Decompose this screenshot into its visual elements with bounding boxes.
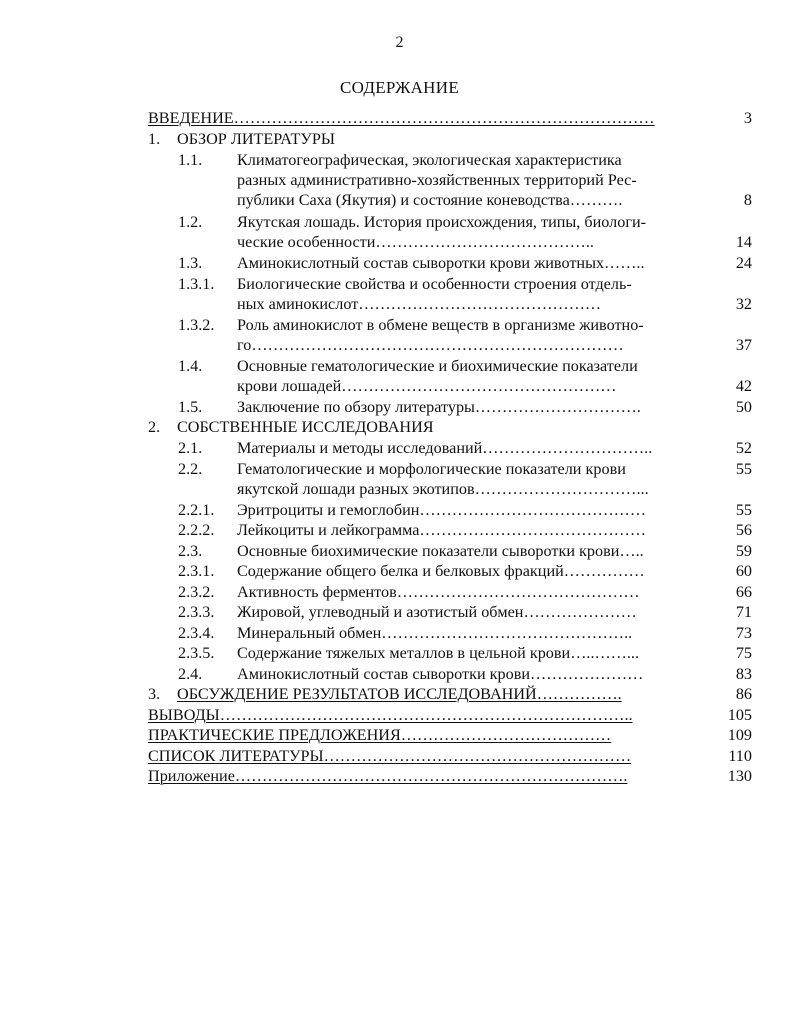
toc-page-2-3-4: 73: [735, 624, 752, 642]
toc-number-2-2-2: 2.2.2.: [178, 521, 215, 539]
toc-number-2-3-2: 2.3.2.: [178, 583, 215, 601]
toc-page-1-3: 24: [735, 254, 752, 272]
toc-entry-1: ОБЗОР ЛИТЕРАТУРЫ: [177, 130, 335, 148]
toc-entry-3: ОБСУЖДЕНИЕ РЕЗУЛЬТАТОВ ИССЛЕДОВАНИЙ…………….: [177, 685, 622, 703]
toc-number-1-4: 1.4.: [178, 357, 203, 375]
toc-number-1-3-2: 1.3.2.: [178, 316, 215, 334]
toc-number-1-3: 1.3.: [178, 254, 203, 272]
toc-number-2: 2.: [148, 418, 161, 436]
toc-page-1-3-1: 32: [735, 295, 752, 313]
toc-number-1: 1.: [148, 130, 161, 148]
toc-entry-2-2-line1: Гематологические и морфологические показатели крови: [237, 460, 626, 478]
page-number: 2: [395, 34, 404, 51]
toc-entry-1-5: Заключение по обзору литературы………………………….: [237, 398, 641, 416]
toc-number-2-4: 2.4.: [178, 665, 203, 683]
toc-entry-conclusions: ВЫВОДЫ…………………………………………………………………..: [148, 706, 633, 724]
toc-number-2-3: 2.3.: [178, 542, 203, 560]
toc-entry-1-1-line1: Климатогеографическая, экологическая характеристика: [237, 151, 622, 169]
toc-page-2-3-3: 71: [735, 603, 752, 621]
toc-entry-2-2-line2: якутской лошади разных экотипов…………………………...: [237, 480, 649, 498]
toc-page-1-3-2: 37: [735, 336, 752, 354]
toc-number-2-3-5: 2.3.5.: [178, 644, 215, 662]
toc-entry-1-4-line2: крови лошадей……………………………………………: [237, 377, 617, 395]
toc-page-recommendations: 109: [727, 726, 752, 744]
toc-entry-references: СПИСОК ЛИТЕРАТУРЫ…………………………………………………: [148, 747, 632, 765]
toc-entry-1-2-line2: ческие особенности…………………………………..: [237, 233, 594, 251]
toc-entry-1-1-line2: разных административно-хозяйственных территорий Рес-: [237, 171, 637, 189]
toc-entry-1-1-line3: публики Саха (Якутия) и состояние коневодства……….: [237, 191, 623, 209]
toc-number-3: 3.: [148, 685, 161, 703]
toc-page-2-4: 83: [735, 665, 752, 683]
toc-number-1-5: 1.5.: [178, 398, 203, 416]
toc-page-2-1: 52: [735, 439, 752, 457]
toc-page-1-2: 14: [735, 233, 752, 251]
toc-entry-2: СОБСТВЕННЫЕ ИССЛЕДОВАНИЯ: [177, 418, 434, 436]
toc-page-2-3-2: 66: [735, 583, 752, 601]
toc-entry-2-1: Материалы и методы исследований…………………………..: [237, 439, 653, 457]
toc-number-2-3-4: 2.3.4.: [178, 624, 215, 642]
toc-entry-1-3-1-line1: Биологические свойства и особенности строения отдель-: [237, 275, 632, 293]
toc-entry-recommendations: ПРАКТИЧЕСКИЕ ПРЕДЛОЖЕНИЯ…………………………………: [148, 726, 612, 744]
toc-page-2-2: 55: [735, 460, 752, 478]
toc-page-3: 86: [735, 685, 752, 703]
toc-entry-1-2-line1: Якутская лошадь. История происхождения, типы, биологи-: [237, 213, 647, 231]
toc-number-2-2: 2.2.: [178, 460, 203, 478]
toc-number-1-2: 1.2.: [178, 213, 203, 231]
toc-entry-1-3-1-line2: ных аминокислот………………………………………: [237, 295, 602, 313]
toc-entry-2-3: Основные биохимические показатели сыворотки крови…..: [237, 542, 644, 560]
toc-entry-2-3-1: Содержание общего белка и белковых фракций……………: [237, 562, 645, 580]
toc-entry-appendix: Приложение……………………………………………………………….: [148, 767, 628, 785]
toc-entry-2-2-2: Лейкоциты и лейкограмма……………………………………: [237, 521, 647, 539]
toc-number-2-2-1: 2.2.1.: [178, 501, 215, 519]
toc-entry-2-3-4: Минеральный обмен………………………………………..: [237, 624, 633, 642]
toc-entry-2-4: Аминокислотный состав сыворотки крови…………………: [237, 665, 644, 683]
toc-entry-2-2-1: Эритроциты и гемоглобин……………………………………: [237, 501, 647, 519]
toc-entry-introduction: ВВЕДЕНИЕ……………………………………………………………………: [148, 109, 655, 127]
toc-page-appendix: 130: [727, 767, 752, 785]
toc-entry-2-3-5: Содержание тяжелых металлов в цельной крови…..……...: [237, 644, 640, 662]
toc-page-1-5: 50: [735, 398, 752, 416]
toc-page-references: 110: [728, 747, 752, 765]
toc-number-2-1: 2.1.: [178, 439, 203, 457]
toc-number-1-3-1: 1.3.1.: [178, 275, 215, 293]
toc-entry-1-3-2-line1: Роль аминокислот в обмене веществ в организме животно-: [237, 316, 644, 334]
toc-entry-1-4-line1: Основные гематологические и биохимические показатели: [237, 357, 638, 375]
toc-page-conclusions: 105: [727, 706, 752, 724]
toc-number-1-1: 1.1.: [178, 151, 203, 169]
toc-page-1-1: 8: [743, 191, 752, 209]
toc-number-2-3-1: 2.3.1.: [178, 562, 215, 580]
toc-page-2-2-1: 55: [735, 501, 752, 519]
toc-title: СОДЕРЖАНИЕ: [339, 78, 460, 97]
toc-entry-2-3-3: Жировой, углеводный и азотистый обмен…………………: [237, 603, 637, 621]
toc-page-2-3-1: 60: [735, 562, 752, 580]
toc-entry-1-3-2-line2: го……………………………………………………………: [237, 336, 624, 354]
toc-page-2-3-5: 75: [735, 644, 752, 662]
toc-page-introduction: 3: [743, 109, 752, 127]
toc-page-2-2-2: 56: [735, 521, 752, 539]
toc-number-2-3-3: 2.3.3.: [178, 603, 215, 621]
toc-entry-2-3-2: Активность ферментов………………………………………: [237, 583, 640, 601]
toc-entry-1-3: Аминокислотный состав сыворотки крови животных……..: [237, 254, 645, 272]
toc-page-2-3: 59: [735, 542, 752, 560]
toc-page-1-4: 42: [735, 377, 752, 395]
